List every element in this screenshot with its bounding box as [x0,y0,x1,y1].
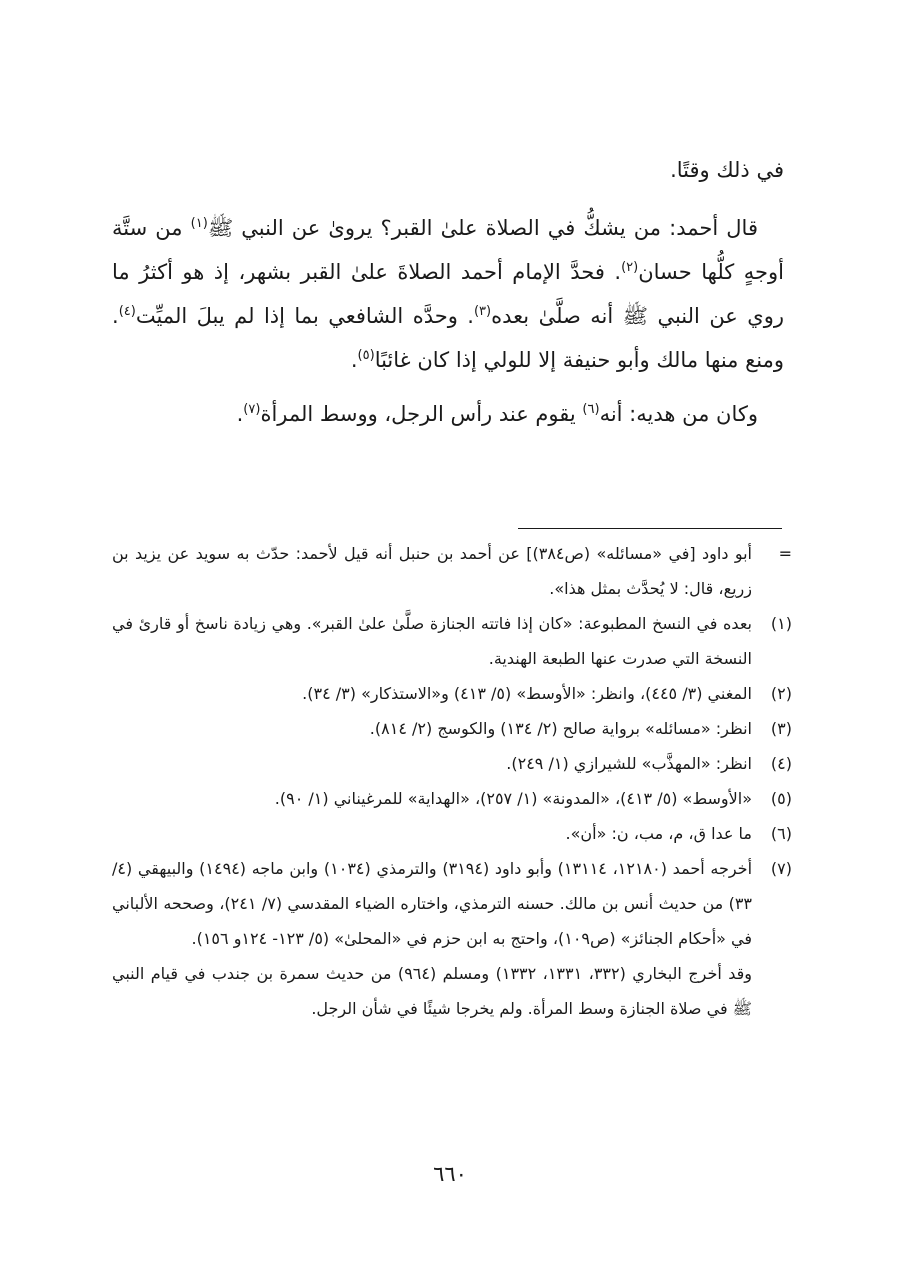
footnote-text: بعده في النسخ المطبوعة: «كان إذا فاتته الجنازة صلَّىٰ علىٰ القبر». وهي زيادة ناسخ أو قارئ في النسخة التي صدرت عنها الطبعة الهندية. [112,614,752,668]
footnote-text: ما عدا ق، م، مب، ن: «أن». [565,824,752,843]
footnote-number: (٥) [770,789,792,808]
footnote-number: (٢) [770,684,792,703]
footnote-ref[interactable]: (٥) [357,348,375,363]
footnote-text: أبو داود [في «مسائله» (ص٣٨٤)] عن أحمد بن حنبل أنه قيل لأحمد: حدّث به سويد عن يزيد بن زريع، قال: لا يُحدَّث بمثل هذا». [112,544,752,598]
footnote [112,606,792,676]
paragraph-text: قال أحمد: من يشكُّ في الصلاة علىٰ القبر؟ يروىٰ عن النبي ﷺ [207,216,758,240]
footnote [112,746,792,781]
paragraph-text: . وحدَّه الشافعي بما إذا لم يبلَ الميِّت [135,304,474,328]
footnote [112,851,792,956]
footnote [112,781,792,816]
footnote [112,816,792,851]
main-text [112,148,784,446]
footnote-ref[interactable]: (٤) [118,304,136,319]
paragraph-text: . ومنع منها مالك وأبو حنيفة إلا للولي إذا كان غائبًا [112,304,784,372]
paragraph-text: وكان من هديه: أنه [599,402,758,426]
page-number: ٦٦٠ [433,1162,467,1186]
footnote-text: انظر: «المهذَّب» للشيرازي (١/ ٢٤٩). [506,754,752,773]
paragraph-text: من ستَّة أوجهٍ كلُّها حسان [112,216,784,284]
footnote-text: وقد أخرج البخاري (٣٣٢، ١٣٣١، ١٣٣٢) ومسلم (٩٦٤) من حديث سمرة بن جندب في قيام النبي ﷺ في صلاة الجنازة وسط المرأة. ولم يخرجا شيئًا في شأن الرجل. [112,964,753,1018]
footnote [112,711,792,746]
footnote-ref[interactable]: (٧) [243,402,261,417]
footnote-number: (٣) [770,719,792,738]
footnote-text: أخرجه أحمد (١٢١٨٠، ١٣١١٤) وأبو داود (٣١٩٤) والترمذي (١٠٣٤) وابن ماجه (١٤٩٤) والبيهقي (٤/ ٣٣) من حديث أنس بن مالك. حسنه الترمذي، واختاره الضياء المقدسي (٧/ ٢٤١)، وصححه الألباني في «أحكام الجنائز» (ص١٠٩)، واحتج به ابن حزم في «المحلىٰ» (٥/ ١٢٣- ١٢٤و ١٥٦). [112,859,753,948]
paragraph-text: . [236,402,244,426]
footnote-text: المغني (٣/ ٤٤٥)، وانظر: «الأوسط» (٥/ ٤١٣) و«الاستذكار» (٣/ ٣٤). [302,684,752,703]
footnotes [112,536,792,1026]
paragraph-text: في ذلك وقتًا. [670,158,784,182]
paragraph-text: يقوم عند رأس الرجل، ووسط المرأة [260,402,583,426]
footnote-number: (١) [770,614,792,633]
footnote-ref[interactable]: (٢) [621,260,639,275]
footnote-number: (٤) [770,754,792,773]
footnote-ref[interactable]: (٣) [473,304,492,319]
footnote-number: (٧) [770,859,792,878]
footnote-divider [518,528,782,529]
footnote-continuation [112,956,792,1026]
footnote-number: = [778,544,792,563]
footnote-ref[interactable]: (٦) [582,402,600,417]
footnote [112,536,792,606]
footnote-number: (٦) [770,824,792,843]
paragraph-text: . [350,348,358,372]
paragraph-guidance [112,392,784,436]
paragraph-ahmad [112,206,784,382]
footnote-ref[interactable]: (١) [190,216,208,231]
paragraph-text: . فحدَّ الإمام أحمد الصلاةَ علىٰ القبر بشهر، إذ هو أكثرُ ما روي عن النبي ﷺ أنه صلَّىٰ بعده [112,260,784,328]
footnote-text: «الأوسط» (٥/ ٤١٣)، «المدونة» (١/ ٢٥٧)، «الهداية» للمرغيناني (١/ ٩٠). [274,789,752,808]
footnote-text: انظر: «مسائله» برواية صالح (٢/ ١٣٤) والكوسج (٢/ ٨١٤). [369,719,752,738]
footnote [112,676,792,711]
paragraph-continuation [112,148,784,192]
